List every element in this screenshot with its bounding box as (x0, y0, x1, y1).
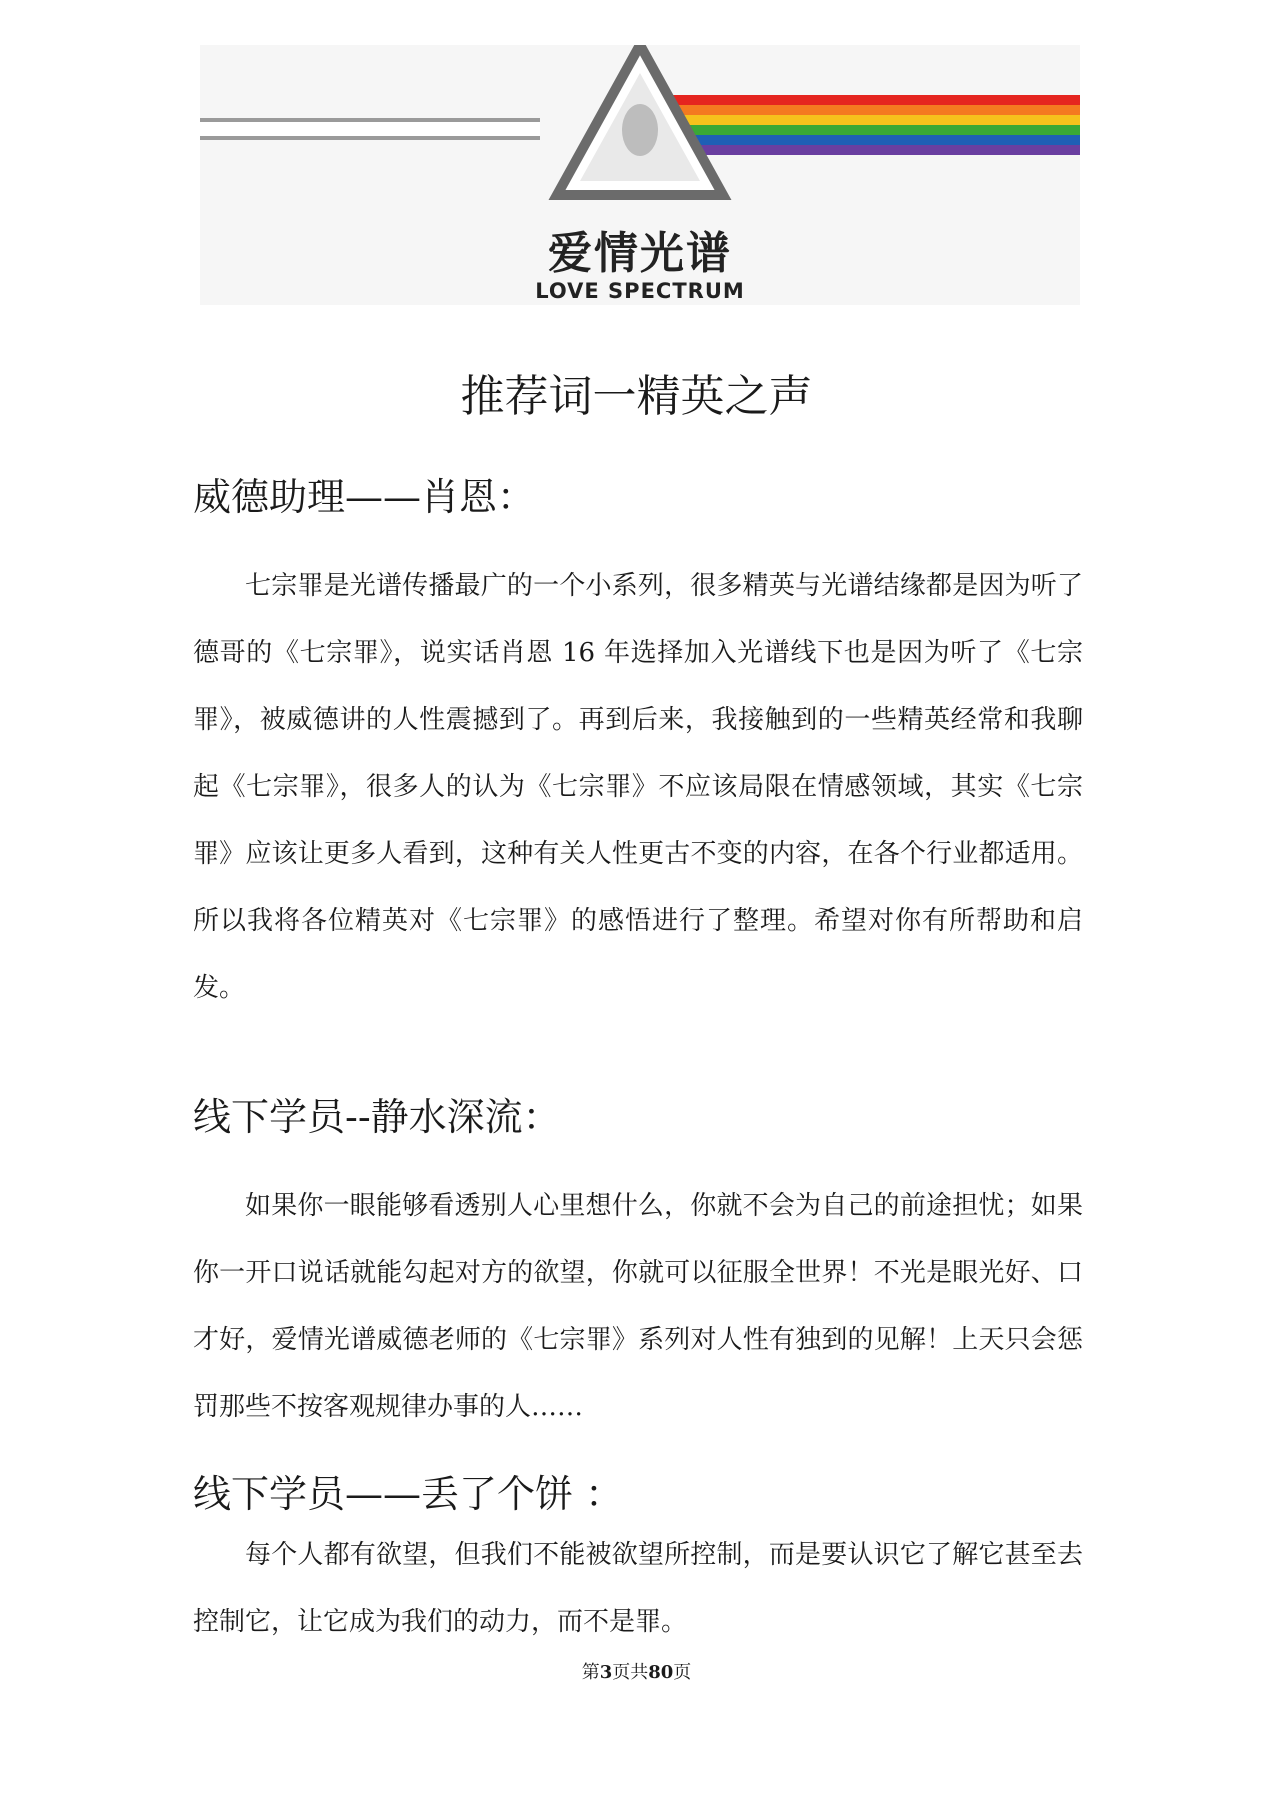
light-beam-bottom (200, 136, 540, 140)
section-paragraph-1: 七宗罪是光谱传播最广的一个小系列，很多精英与光谱结缘都是因为听了德哥的《七宗罪》，说实话肖恩 16 年选择加入光谱线下也是因为听了《七宗罪》，被威德讲的人性震撼到了。再到后来，我接触到的一些精英经常和我聊起《七宗罪》，很多人的认为《七宗罪》不应该局限在情感领域，其实《七宗罪》应该让更多人看到，这种有关人性更古不变的内容，在各个行业都适用。所以我将各位精英对《七宗罪》的感悟进行了整理。希望对你有所帮助和启发。 (193, 571, 1083, 1003)
spectrum-bands (642, 95, 1080, 155)
section-heading-2: 线下学员--静水深流： (193, 1095, 561, 1139)
footer-total-pages: 80 (648, 1662, 674, 1683)
logo-chinese-wordmark: 爱情光谱 (548, 228, 732, 279)
page-footer (0, 1658, 1273, 1684)
light-beam-fill (200, 122, 540, 136)
spectrum-band (662, 145, 1080, 155)
footer-middle: 页共 (612, 1662, 649, 1683)
spectrum-band (650, 115, 1080, 125)
footer-prefix: 第 (581, 1662, 600, 1683)
section-heading-1: 威德助理——肖恩： (193, 475, 536, 519)
page-title: 推荐词一精英之声 (460, 371, 813, 422)
spectrum-band (642, 95, 1080, 105)
prism-center-shade (622, 104, 658, 156)
spectrum-band (658, 135, 1080, 145)
spectrum-band (654, 125, 1080, 135)
spectrum-band (646, 105, 1080, 115)
footer-suffix: 页 (673, 1662, 692, 1683)
light-beam-top (200, 118, 540, 122)
footer-page-number: 3 (599, 1662, 613, 1683)
logo-banner (200, 45, 1080, 305)
section-heading-3: 线下学员——丢了个饼 ： (193, 1472, 624, 1516)
section-paragraph-3: 每个人都有欲望，但我们不能被欲望所控制，而是要认识它了解它甚至去控制它，让它成为我们的动力，而不是罪。 (193, 1540, 1083, 1637)
section-paragraph-2: 如果你一眼能够看透别人心里想什么，你就不会为自己的前途担忧；如果你一开口说话就能勾起对方的欲望，你就可以征服全世界！不光是眼光好、口才好，爱情光谱威德老师的《七宗罪》系列对人性有独到的见解！上天只会惩罚那些不按客观规律办事的人…… (193, 1191, 1083, 1422)
logo-english-wordmark: LOVE SPECTRUM (535, 279, 745, 303)
